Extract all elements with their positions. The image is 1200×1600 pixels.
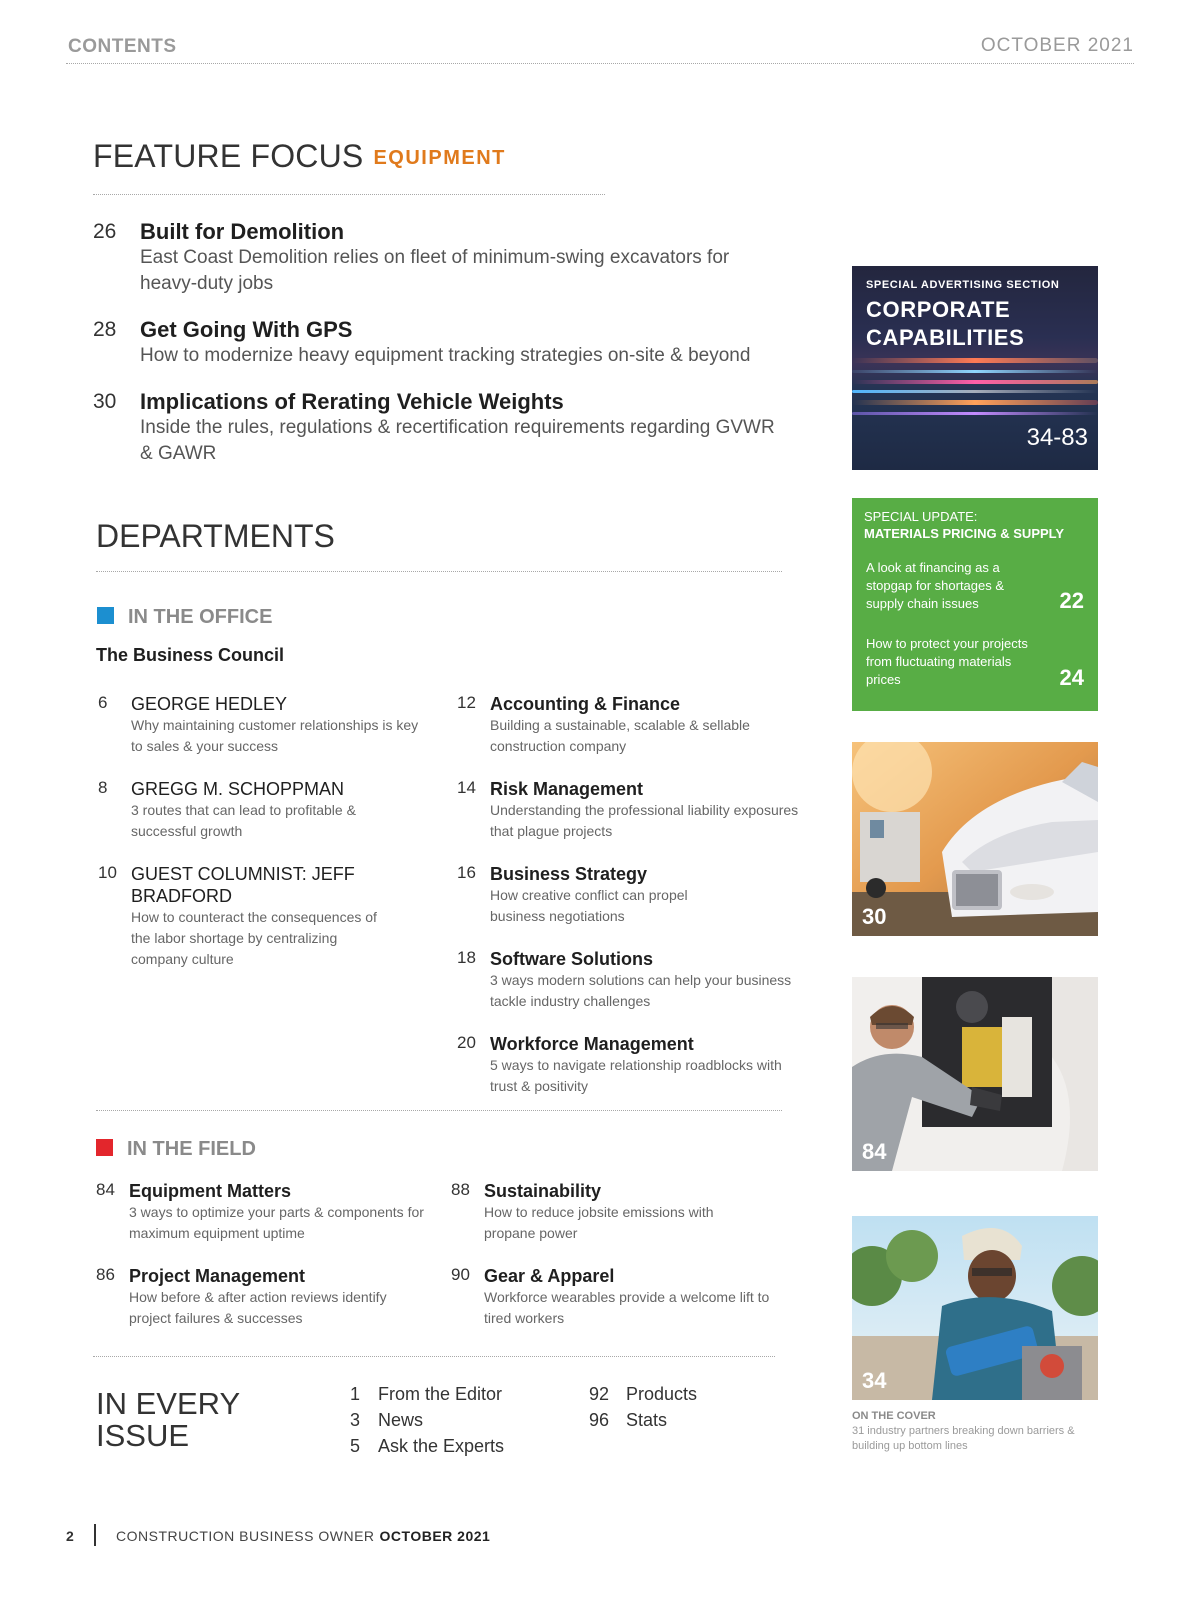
list-item[interactable] — [98, 778, 458, 842]
item-page: 14 — [457, 778, 476, 797]
feature-focus-title: FEATURE FOCUS — [93, 138, 364, 174]
corporate-title: CORPORATE CAPABILITIES — [866, 297, 1025, 350]
office-color-square — [97, 607, 114, 624]
list-item[interactable] — [451, 1180, 811, 1244]
departments-heading: DEPARTMENTS — [96, 518, 335, 554]
list-item[interactable]: 5 Ask the Experts — [350, 1436, 505, 1456]
item-desc: How before & after action reviews identify project failures & successes — [129, 1289, 387, 1326]
list-item[interactable] — [457, 693, 817, 757]
list-item[interactable] — [96, 1265, 456, 1329]
feature-focus-tag: EQUIPMENT — [373, 147, 506, 169]
item-page: 86 — [96, 1265, 115, 1284]
item-title: Equipment Matters — [129, 1181, 292, 1201]
update-title: MATERIALS PRICING & SUPPLY — [864, 526, 1065, 541]
feature-desc: How to modernize heavy equipment tracking strategies on-site & beyond — [140, 345, 751, 366]
trucks-page: 30 — [862, 904, 887, 929]
item-desc: 3 ways to optimize your parts & components for maximum equipment uptime — [129, 1204, 424, 1241]
list-item[interactable] — [457, 778, 817, 842]
item-page: 84 — [96, 1180, 115, 1199]
item-page: 90 — [451, 1265, 470, 1284]
item-desc: Workforce wearables provide a welcome lift to tired workers — [484, 1289, 770, 1326]
item-page: 18 — [457, 948, 476, 967]
feature-title: Get Going With GPS — [140, 317, 353, 342]
item-desc: 3 ways modern solutions can help your business tackle industry challenges — [490, 972, 792, 1009]
feature-desc: Inside the rules, regulations & recertification requirements regarding GVWR & GAWR — [140, 417, 775, 464]
item-title: GEORGE HEDLEY — [131, 694, 288, 714]
item-desc: 5 ways to navigate relationship roadblocks with trust & positivity — [490, 1057, 782, 1094]
item-title: Accounting & Finance — [490, 694, 681, 714]
list-item[interactable]: 92 Products — [589, 1384, 698, 1404]
in-the-field-heading: IN THE FIELD — [96, 1138, 256, 1161]
feature-item[interactable] — [93, 219, 793, 297]
on-the-cover-desc: 31 industry partners breaking down barriers & building up bottom lines — [852, 1425, 1075, 1452]
folio-text — [116, 1528, 490, 1544]
feature-title: Built for Demolition — [140, 219, 345, 244]
item-title: Business Strategy — [490, 864, 648, 884]
cover-illustration — [852, 1216, 1098, 1400]
special-update-panel[interactable] — [852, 498, 1098, 711]
list-item[interactable]: 96 Stats — [589, 1410, 668, 1430]
list-item[interactable]: 3 News — [350, 1410, 424, 1430]
departments-divider — [96, 571, 782, 572]
running-head-section: CONTENTS — [68, 36, 177, 57]
feature-page: 28 — [93, 318, 117, 341]
item-desc: Why maintaining customer relationships is key to sales & your success — [131, 717, 419, 754]
list-item[interactable] — [457, 1033, 817, 1097]
feature-page: 26 — [93, 220, 117, 243]
header-divider — [66, 63, 1134, 64]
field-divider — [93, 1356, 775, 1357]
in-the-office-heading: IN THE OFFICE — [97, 606, 272, 629]
folio-divider — [94, 1524, 96, 1546]
list-item[interactable] — [96, 1180, 456, 1244]
feature-item[interactable] — [93, 317, 793, 369]
cover-page: 34 — [862, 1368, 887, 1393]
feature-focus-heading — [93, 138, 506, 175]
update-item-page: 24 — [1059, 665, 1084, 690]
every-issue-col-1 — [350, 1384, 504, 1462]
business-council-label: The Business Council — [96, 645, 285, 665]
running-head-date: OCTOBER 2021 — [980, 35, 1134, 56]
update-kicker: SPECIAL UPDATE: — [864, 509, 978, 524]
corporate-capabilities-panel[interactable] — [852, 266, 1098, 470]
corporate-kicker: SPECIAL ADVERTISING SECTION — [866, 279, 1060, 291]
on-the-cover-label: ON THE COVER — [852, 1410, 936, 1422]
in-every-issue-heading: IN EVERY ISSUE — [96, 1386, 241, 1453]
issue-date: OCTOBER 2021 — [379, 1528, 491, 1544]
feature-title: Implications of Rerating Vehicle Weights — [140, 389, 564, 414]
list-item[interactable] — [98, 863, 458, 970]
update-item-page: 22 — [1059, 588, 1084, 613]
item-desc: 3 routes that can lead to profitable & successful growth — [131, 802, 356, 839]
field-color-square — [96, 1139, 113, 1156]
magazine-name: CONSTRUCTION BUSINESS OWNER — [116, 1528, 375, 1544]
item-page: 10 — [98, 863, 117, 882]
folio-page-number: 2 — [66, 1528, 74, 1544]
item-title: Project Management — [129, 1266, 306, 1286]
list-item[interactable] — [457, 863, 817, 927]
item-desc: How to reduce jobsite emissions with propane power — [484, 1204, 714, 1241]
item-title: Risk Management — [490, 779, 644, 799]
office-divider — [96, 1110, 782, 1111]
trucks-illustration — [852, 742, 1098, 936]
feature-desc: East Coast Demolition relies on fleet of minimum-swing excavators for heavy-duty jobs — [140, 247, 730, 294]
list-item[interactable] — [457, 948, 817, 1012]
item-desc: Building a sustainable, scalable & sellable construction company — [490, 717, 750, 754]
item-title: Software Solutions — [490, 949, 654, 969]
trucks-photo[interactable] — [852, 742, 1098, 936]
list-item[interactable] — [451, 1265, 811, 1329]
item-page: 16 — [457, 863, 476, 882]
item-page: 12 — [457, 693, 476, 712]
update-item-desc: A look at financing as a stopgap for shortages & supply chain issues — [866, 560, 1005, 611]
item-page: 20 — [457, 1033, 476, 1052]
item-title: GUEST COLUMNIST: JEFF BRADFORD — [131, 864, 355, 906]
item-page: 6 — [98, 693, 108, 712]
feature-item[interactable] — [93, 389, 793, 467]
list-item[interactable]: 1 From the Editor — [350, 1384, 503, 1404]
mechanic-illustration — [852, 977, 1098, 1171]
item-desc: How creative conflict can propel business negotiations — [490, 887, 688, 924]
every-issue-col-2 — [589, 1384, 697, 1436]
update-item-desc: How to protect your projects from fluctuating materials prices — [866, 636, 1028, 687]
feature-page: 30 — [93, 390, 117, 413]
item-title: Workforce Management — [490, 1034, 694, 1054]
item-title: GREGG M. SCHOPPMAN — [131, 779, 345, 799]
corporate-pages: 34-83 — [1026, 424, 1088, 451]
feature-divider — [93, 194, 605, 195]
mechanic-page: 84 — [862, 1139, 887, 1164]
item-page: 8 — [98, 778, 108, 797]
item-title: Gear & Apparel — [484, 1266, 615, 1286]
item-page: 88 — [451, 1180, 470, 1199]
cover-photo[interactable] — [852, 1216, 1098, 1400]
mechanic-photo[interactable] — [852, 977, 1098, 1171]
item-desc: How to counteract the consequences of the labor shortage by centralizing company culture — [131, 909, 377, 967]
item-title: Sustainability — [484, 1181, 602, 1201]
item-desc: Understanding the professional liability exposures that plague projects — [490, 802, 799, 839]
list-item[interactable] — [98, 693, 458, 757]
